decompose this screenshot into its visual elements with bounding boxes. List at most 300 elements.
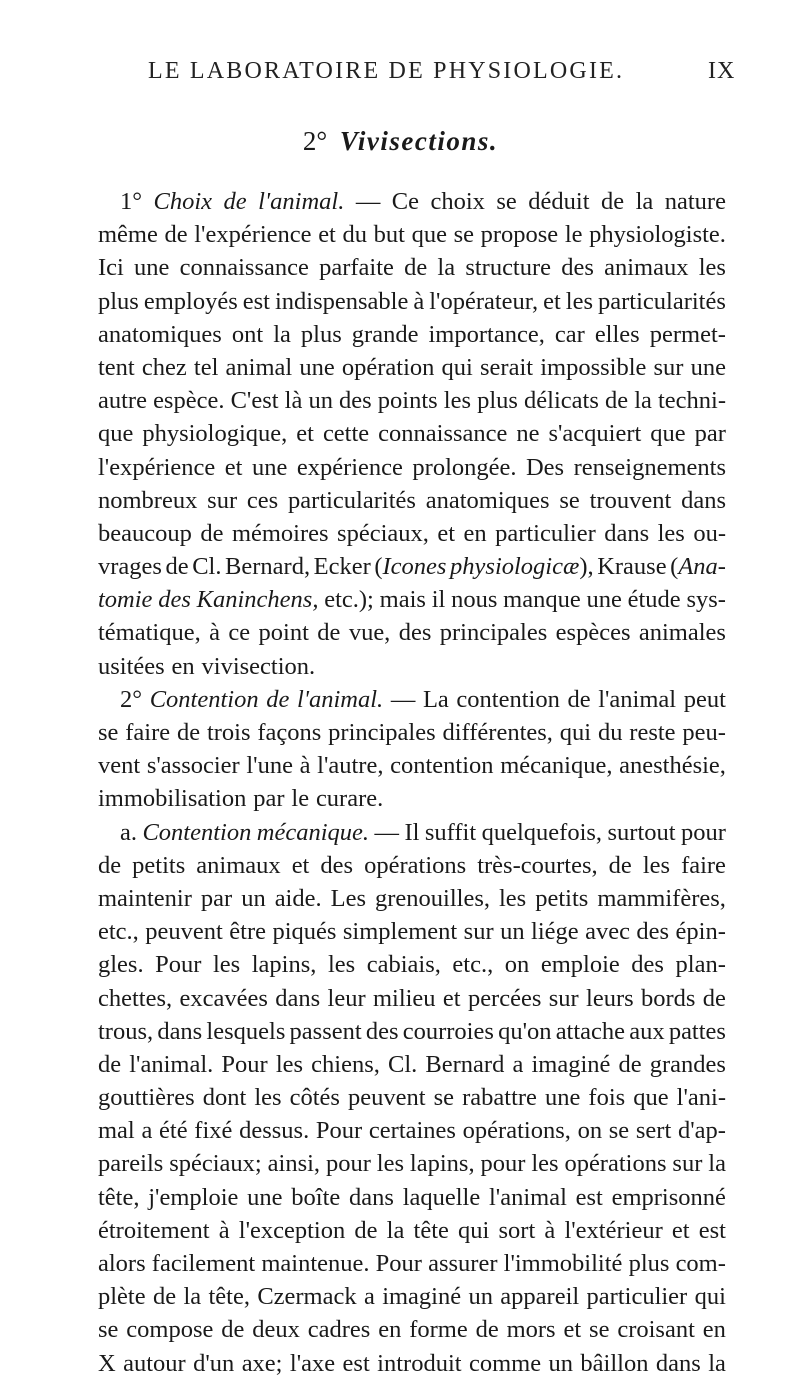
word [232,517,329,550]
text-fragment: l'une [246,752,293,780]
word [258,185,344,218]
word [578,1114,603,1147]
word [465,251,551,284]
word [194,1114,232,1147]
text-fragment: dessus. [239,1117,310,1145]
text-line [98,749,726,782]
text-fragment: plus [300,320,342,348]
word [585,915,630,948]
word [412,451,516,484]
text-fragment: certaines [368,1117,456,1145]
text-fragment: et [543,287,561,315]
text-fragment: Czermack [257,1283,357,1311]
text-fragment: la [386,1216,405,1244]
text-fragment: la [635,188,654,215]
text-fragment: qu'on [498,1017,552,1045]
text-fragment: tête, [208,1283,250,1311]
text-line [98,218,726,251]
word [150,683,259,716]
italic-fragment: Contention [142,818,252,846]
word [348,1081,426,1114]
word [464,915,494,948]
text-fragment: l'exception [238,1216,346,1244]
word [454,218,474,251]
text-line [98,517,726,550]
word [374,550,446,583]
word [98,384,147,417]
text-fragment: de [404,254,428,282]
text-fragment: et [563,1316,582,1344]
word [266,683,289,716]
word [257,1280,356,1313]
text-fragment: a. [120,818,137,846]
word [377,1347,461,1380]
text-fragment: sur [463,918,494,946]
word [499,1214,536,1247]
word [323,417,369,450]
text-fragment: l'animal. [129,1050,214,1078]
text-fragment: etc., [452,951,494,979]
running-head [0,58,801,88]
word [208,1280,250,1313]
word [425,816,476,849]
word [144,285,238,318]
text-fragment: sur [672,1150,703,1178]
text-fragment: cadres [307,1316,371,1344]
word [297,683,383,716]
text-fragment: petits [132,851,186,879]
word [429,318,545,351]
word [120,185,142,218]
text-fragment: qui [458,1216,490,1244]
text-fragment: faire [681,851,726,879]
word [254,1081,281,1114]
word [686,583,725,616]
word [207,716,251,749]
word [496,185,516,218]
word [658,517,685,550]
word [276,1048,303,1081]
text-fragment: anatomiques [425,486,550,514]
text-fragment: une [586,586,622,614]
word [301,318,342,351]
text-fragment: tent [98,353,135,381]
text-fragment: est [698,1216,726,1244]
word [609,1114,629,1147]
word [535,882,588,915]
text-fragment: même [98,221,158,249]
text-fragment: Ecker [313,553,371,581]
word [654,351,684,384]
text-fragment: opérations [364,851,467,879]
text-fragment: étroitement [98,1216,210,1244]
word [619,1048,642,1081]
text-fragment: bâillon [580,1349,649,1377]
word [180,251,309,284]
text-fragment: en [702,1316,726,1344]
word [403,1181,481,1214]
text-fragment: dans [655,1349,701,1377]
text-fragment: côtés [289,1084,340,1112]
word [703,982,726,1015]
text-fragment: de [152,1283,177,1311]
text-fragment: opérations, [462,1117,571,1145]
word [703,1313,726,1346]
word [695,1280,726,1313]
text-fragment: il [431,586,446,614]
text-fragment: plète [98,1283,146,1311]
word [559,484,579,517]
word [98,1114,135,1147]
word [588,1081,625,1114]
text-fragment: Krause [597,553,667,581]
word [641,982,695,1015]
word [565,218,583,251]
word [477,384,518,417]
word [352,318,419,351]
word [213,948,240,981]
word [589,218,726,251]
text-fragment: a [363,1283,375,1311]
word [665,185,726,218]
text-fragment: particulier [495,519,596,547]
word [589,1313,609,1346]
word [437,251,455,284]
word [98,517,192,550]
word [650,318,726,351]
text-fragment: les [212,951,241,979]
text-fragment: forme [409,1316,468,1344]
text-fragment: chiens, [311,1050,380,1078]
text-fragment: — [374,818,399,846]
word [682,716,726,749]
word [169,1147,262,1180]
text-fragment: les [327,951,356,979]
word [437,517,455,550]
word [343,218,368,251]
word [154,185,213,218]
text-fragment: pour [681,818,726,846]
word [476,1313,499,1346]
word [98,1048,121,1081]
word [98,351,135,384]
text-fragment: et [318,221,336,249]
italic-fragment: l'animal. [258,188,345,215]
text-fragment: de [98,1050,122,1078]
text-fragment: l'immobilité [503,1250,623,1277]
word [678,1114,726,1147]
text-fragment: de [567,685,591,713]
text-fragment: Pour [155,951,202,979]
text-fragment: se [589,1316,610,1344]
text-fragment: la [273,320,291,348]
text-fragment: que [633,1084,669,1112]
text-fragment: dans [604,519,650,547]
italic-fragment: mécanique. [256,818,370,846]
text-fragment: compose [126,1316,214,1344]
word [253,782,284,815]
word [528,185,589,218]
word [658,384,726,417]
text-fragment: les [443,387,472,415]
word [430,185,484,218]
word [432,583,446,616]
word [564,1214,662,1247]
word [631,948,664,981]
word [391,683,416,716]
text-fragment: ( [670,553,679,581]
word [147,749,240,782]
word [129,1048,213,1081]
word [252,948,317,981]
text-fragment: tématique, [98,619,201,647]
word [468,982,541,1015]
word [629,1015,664,1048]
section-number: 2° [302,126,328,156]
text-fragment: l'animal [488,1183,567,1211]
word [247,484,278,517]
text-fragment: prolongée. [412,453,517,481]
text-line [98,915,726,948]
word [597,882,726,915]
word [643,849,670,882]
word [672,1147,702,1180]
text-fragment: but [373,221,405,249]
text-line [98,1081,726,1114]
word [590,484,672,517]
word [291,1181,340,1214]
word [120,683,142,716]
word [681,849,726,882]
text-fragment: propose [480,221,559,249]
text-fragment: des [561,254,594,282]
text-fragment: milieu [372,984,436,1012]
word [275,882,322,915]
word [605,384,628,417]
word [98,982,172,1015]
text-fragment: et [442,984,461,1012]
word [232,318,263,351]
word [586,982,634,1015]
text-fragment: choix [430,188,485,215]
text-fragment: épin- [675,918,726,946]
text-fragment: simplement [342,918,458,946]
text-fragment: dans [681,486,726,514]
text-fragment: de [354,1216,378,1244]
text-fragment: été [159,1117,188,1145]
word [252,451,287,484]
text-fragment: l'expérience [98,453,216,481]
text-fragment: Les [330,884,366,912]
text-fragment: Ici [98,254,124,282]
text-fragment: de [608,851,632,879]
word [201,882,232,915]
text-fragment: Des [525,453,565,481]
text-fragment: vrages [98,553,162,581]
word [364,1280,375,1313]
word [708,1347,726,1380]
word [378,1313,401,1346]
text-fragment: à [413,287,425,315]
text-fragment: passent [289,1017,362,1045]
text-fragment: ne [516,420,540,448]
text-fragment: à [218,1216,230,1244]
text-fragment: 2° [120,685,143,713]
text-fragment: — [355,188,381,215]
word [412,218,447,251]
word [177,716,200,749]
word [489,1181,567,1214]
section-title: Vivisections. [339,126,499,156]
italic-fragment: de [223,188,247,215]
italic-fragment: de [266,685,290,713]
text-fragment: un [500,918,525,946]
word [180,982,268,1015]
word [98,1347,116,1380]
word [499,882,526,915]
text-fragment: que [650,420,686,448]
text-fragment: serait [480,353,534,381]
text-fragment: a [141,1117,153,1145]
word [257,716,321,749]
word [290,1015,362,1048]
text-line [98,583,726,616]
word [221,1313,244,1346]
word [98,650,165,683]
text-fragment: les [376,1150,405,1178]
word [560,716,591,749]
text-fragment: pareils [98,1150,164,1178]
text-fragment: gles. [98,951,144,979]
text-fragment: est [242,287,270,315]
word [373,982,436,1015]
text-fragment: Pour [315,1117,363,1145]
text-fragment: etc., [98,918,139,946]
text-fragment: chettes, [98,984,173,1012]
word [159,1114,188,1147]
text-fragment: axe; [241,1349,283,1377]
word [619,749,726,782]
word [531,915,579,948]
word [681,816,726,849]
text-fragment: a [512,1050,524,1078]
text-fragment: les [657,519,685,547]
word [318,218,336,251]
text-fragment: ainsi, [267,1150,321,1178]
word [98,1280,146,1313]
word [193,1347,234,1380]
text-fragment: particularités [288,486,416,514]
word [564,1147,666,1180]
word [155,948,201,981]
text-fragment: lapins, [251,951,317,979]
text-fragment: que [411,221,447,249]
page-number: IX [708,58,736,84]
word [516,417,539,450]
word [598,716,623,749]
text-fragment: ), [579,553,594,581]
word [300,749,311,782]
text-fragment: se [433,1084,455,1112]
word [158,583,191,616]
word [172,650,195,683]
italic-fragment: Icones [382,553,447,581]
text-line [98,451,726,484]
word [98,550,162,583]
text-fragment: de [176,719,201,746]
text-fragment: un [308,387,333,415]
text-fragment: étude [627,586,681,614]
word [580,1347,648,1380]
word [500,749,612,782]
text-fragment: dont [202,1084,247,1112]
word [331,882,366,915]
text-fragment: en [378,1316,402,1344]
text-line [98,1313,726,1346]
text-fragment: à [209,619,220,647]
word [98,1015,153,1048]
italic-fragment: l'animal. [296,685,384,713]
text-fragment: anatomiques [98,320,222,348]
word [125,716,170,749]
word [429,285,538,318]
text-line [98,384,726,417]
word [601,185,624,218]
text-fragment: la [708,1349,726,1377]
text-fragment: là [284,387,303,415]
text-fragment: com- [675,1250,726,1277]
text-fragment: on [577,1117,603,1145]
word [98,616,201,649]
text-fragment: se [98,1316,119,1344]
word [98,749,140,782]
text-fragment: mal [98,1117,135,1145]
text-fragment: d'un [193,1349,235,1377]
word [98,948,144,981]
text-fragment: permet- [649,320,726,348]
word [288,484,416,517]
word [153,384,224,417]
text-fragment: liége [531,918,579,946]
text-fragment: particulier [586,1283,688,1311]
word [148,1181,238,1214]
text-fragment: une [544,1084,581,1112]
word [636,185,654,218]
text-fragment: emprisonné [611,1183,726,1211]
word [587,1280,688,1313]
word [444,384,471,417]
word [684,683,726,716]
text-fragment: introduit [377,1349,462,1377]
text-line [98,185,726,218]
word [672,1214,690,1247]
word [183,1280,201,1313]
word [98,318,222,351]
word [157,1015,202,1048]
text-fragment: cette [322,420,370,448]
text-fragment: l'expérience [194,221,312,249]
text-fragment: mammifères, [597,884,726,912]
text-fragment: les [642,851,671,879]
word [98,882,192,915]
text-fragment: ou- [693,519,726,547]
text-fragment: anesthésie, [619,752,726,780]
text-fragment: de [164,221,188,249]
text-fragment: renseignements [573,453,726,481]
text-fragment: être [229,918,266,946]
text-fragment: curare. [315,785,384,813]
text-fragment: de [702,984,726,1012]
